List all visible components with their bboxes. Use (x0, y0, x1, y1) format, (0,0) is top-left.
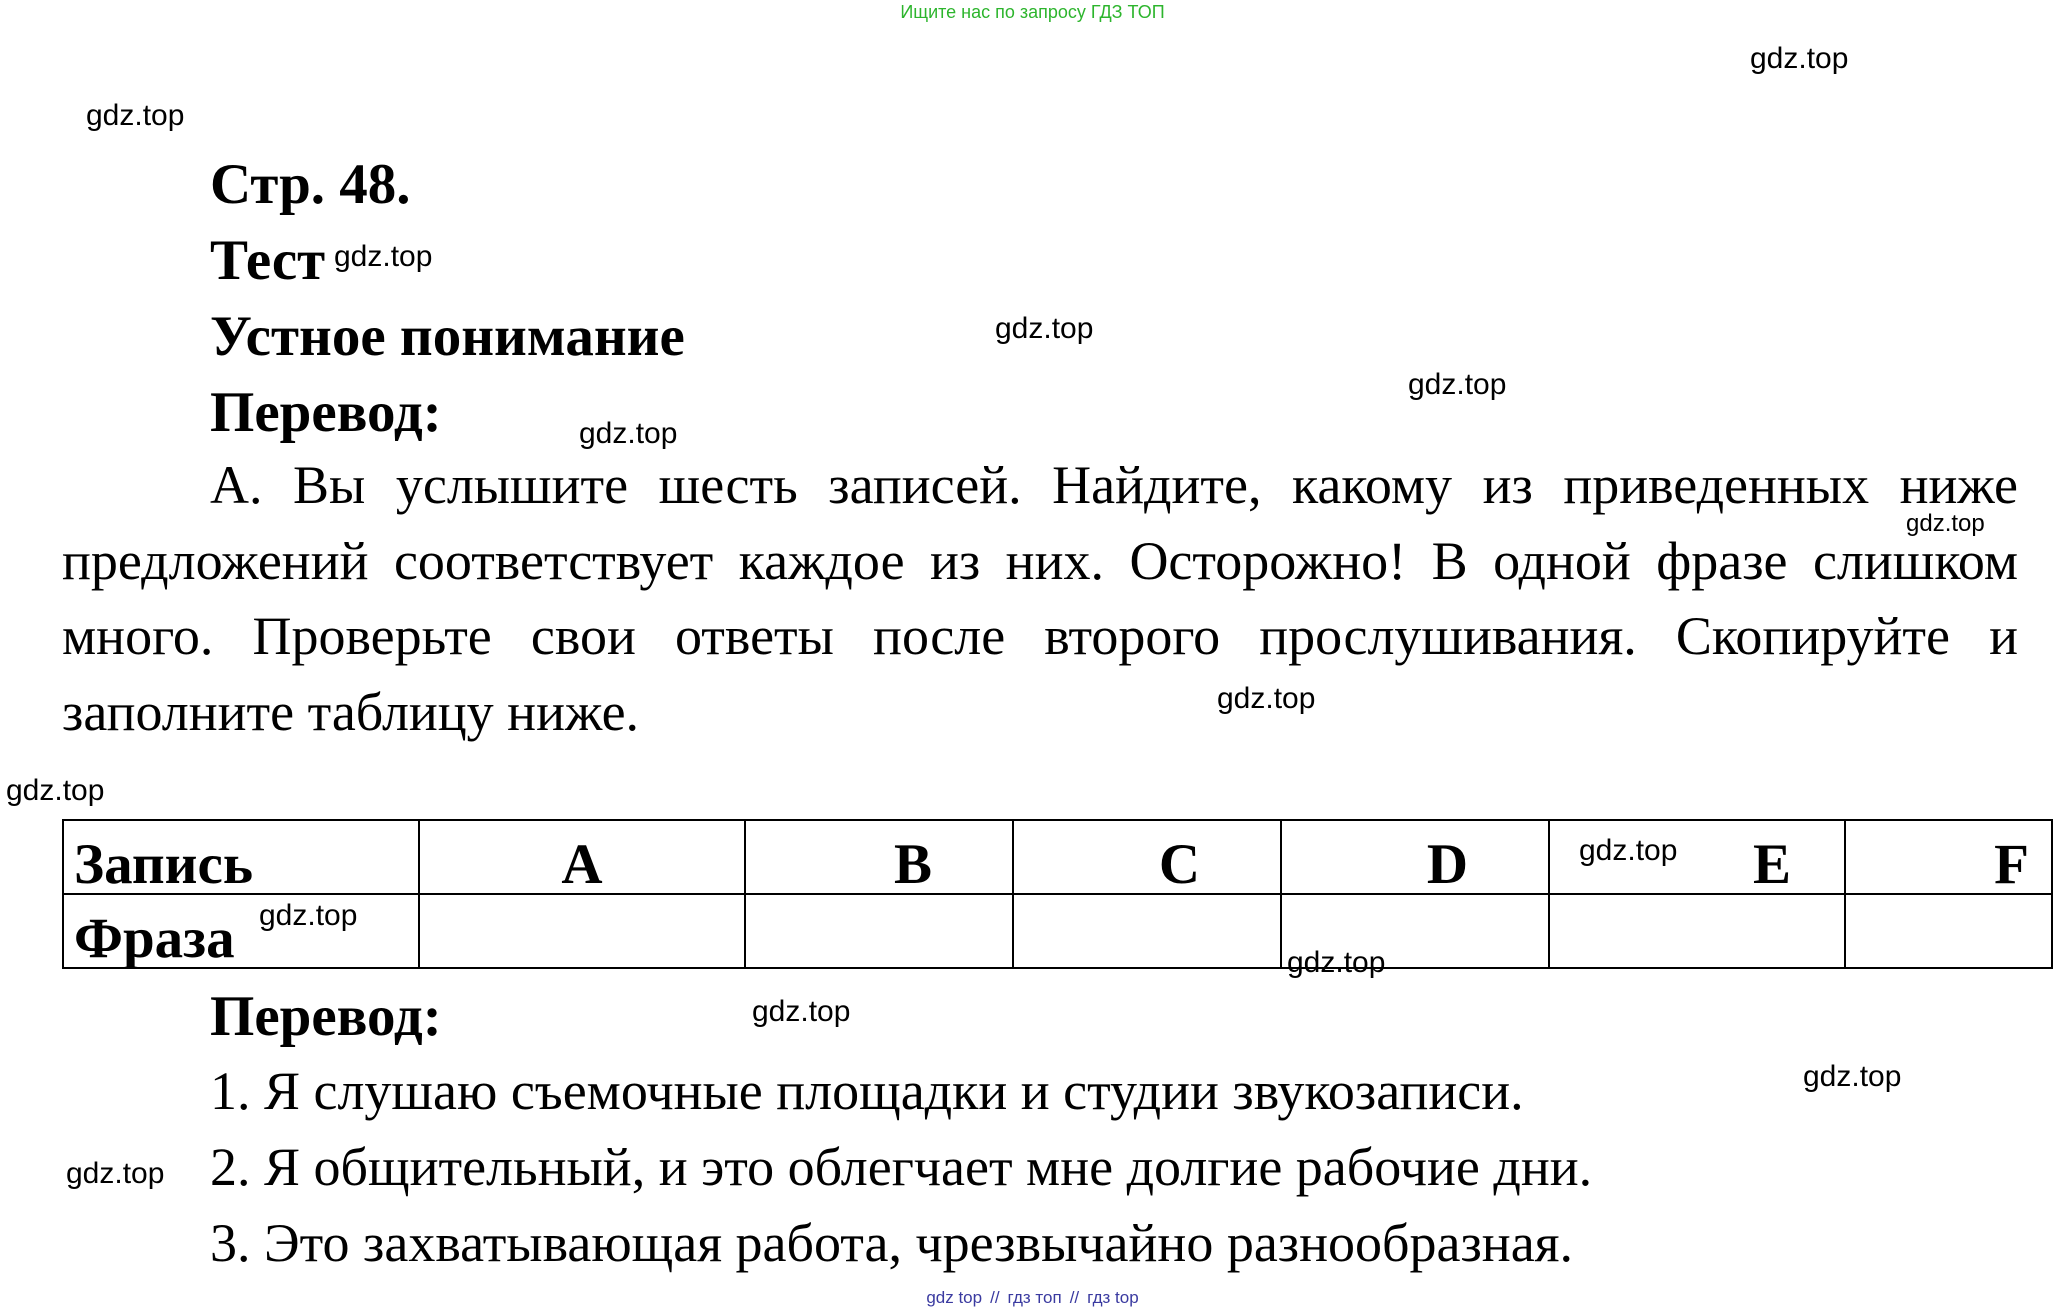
bottom-watermark-note (0, 1288, 2065, 1308)
answer-cell-c (1013, 894, 1281, 968)
column-header-d: D (1281, 820, 1549, 894)
watermark-text: gdz.top (334, 240, 433, 273)
column-header-f: F (1845, 820, 2052, 894)
answer-table (62, 819, 2053, 969)
section-oral-heading: Устное понимание (210, 305, 685, 368)
list-item: 1. Я слушаю съемочные площадки и студии звукозаписи. (210, 1061, 1524, 1121)
watermark-text: gdz.top (1287, 946, 1386, 979)
page-title: Стр. 48. (210, 153, 411, 216)
watermark-text: gdz.top (1217, 682, 1316, 715)
watermark-text: gdz.top (1750, 42, 1849, 75)
watermark-text: gdz.top (86, 99, 185, 132)
column-header-c: C (1013, 820, 1281, 894)
watermark-text: gdz.top (752, 995, 851, 1028)
column-header-e: E (1549, 820, 1845, 894)
watermark-text: gdz.top (1906, 510, 1985, 537)
bottom-note-separator: // (1069, 1288, 1080, 1307)
translation-label: Перевод: (210, 985, 442, 1048)
section-test-heading: Тест (210, 229, 326, 292)
column-header-a: A (419, 820, 745, 894)
list-item: 3. Это захватывающая работа, чрезвычайно разнообразная. (210, 1213, 1573, 1273)
bottom-note-part: gdz top (926, 1288, 983, 1307)
row-header-record: Запись (63, 820, 419, 894)
bottom-note-part: гдз top (1087, 1288, 1139, 1307)
task-text: А. Вы услышите шесть записей. Найдите, какому из приведенных ниже предложений соответствует каждое из них. Осторожно! В одной фразе слишком много. Проверьте свои ответы после второго прослушивания. Скопируйте и заполните таблицу ниже. (62, 455, 2018, 742)
watermark-text: gdz.top (259, 899, 358, 932)
watermark-text: gdz.top (1408, 368, 1507, 401)
watermark-text: gdz.top (1579, 834, 1678, 867)
column-header-b: B (745, 820, 1013, 894)
watermark-text: gdz.top (995, 312, 1094, 345)
table-row (63, 894, 2052, 968)
answer-cell-e (1549, 894, 1845, 968)
list-item: 2. Я общительный, и это облегчает мне долгие рабочие дни. (210, 1137, 1593, 1197)
answer-cell-f (1845, 894, 2052, 968)
row-header-phrase: Фраза (63, 894, 419, 968)
watermark-text: gdz.top (6, 774, 105, 807)
translation-label: Перевод: (210, 381, 442, 444)
task-paragraph (62, 448, 2018, 750)
table-row (63, 820, 2052, 894)
answer-cell-b (745, 894, 1013, 968)
watermark-text: gdz.top (66, 1157, 165, 1190)
watermark-text: gdz.top (1803, 1060, 1902, 1093)
top-search-note: Ищите нас по запросу ГДЗ ТОП (900, 2, 1165, 22)
bottom-note-separator: // (990, 1288, 1000, 1307)
answer-cell-d (1281, 894, 1549, 968)
answer-cell-a (419, 894, 745, 968)
watermark-text: gdz.top (579, 417, 678, 450)
bottom-note-part: гдз топ (1007, 1288, 1062, 1307)
